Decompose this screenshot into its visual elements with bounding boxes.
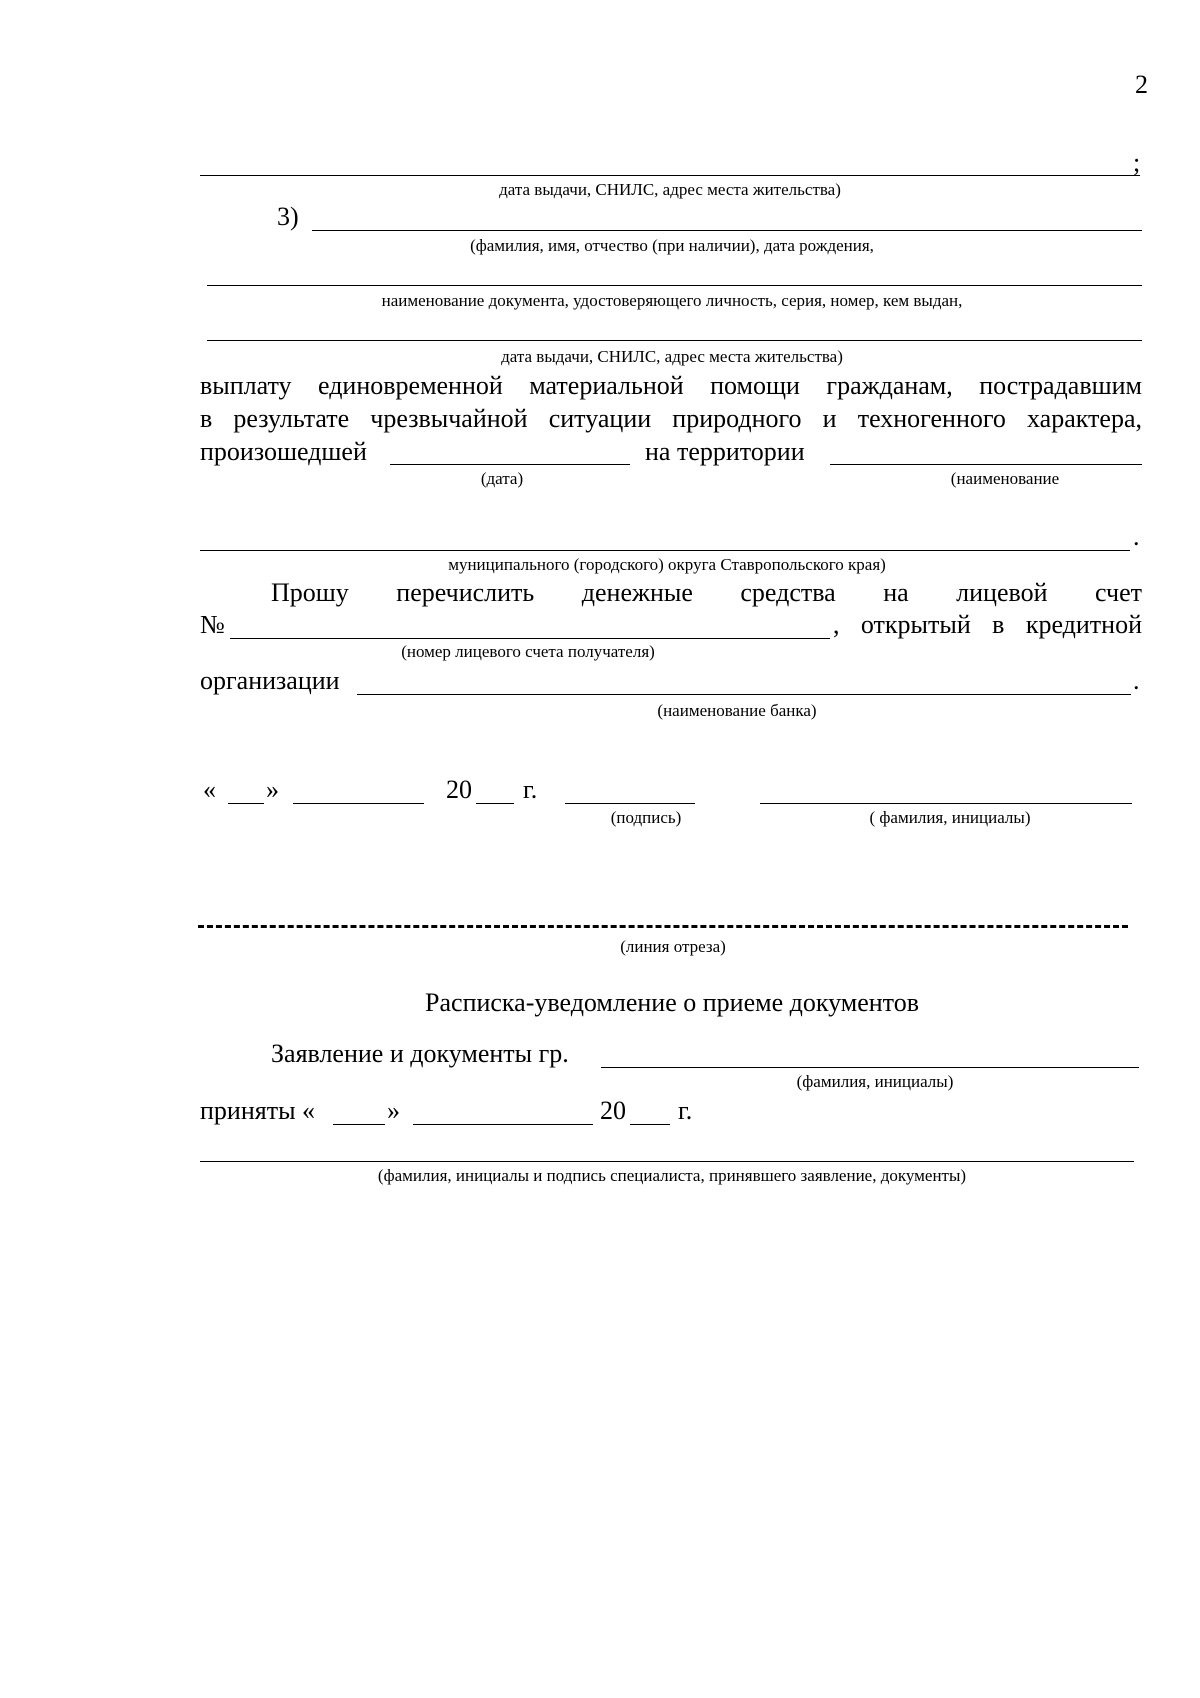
occurred-label: произошедшей xyxy=(200,437,367,466)
statement-label: Заявление и документы гр. xyxy=(271,1039,569,1068)
caption-specialist: (фамилия, инициалы и подпись специалиста, принявшего заявление, документы) xyxy=(377,1166,967,1185)
caption-fio-birthdate: (фамилия, имя, отчество (при наличии), дата рождения, xyxy=(470,236,874,255)
district-line[interactable] xyxy=(200,550,1130,551)
receipt-title: Расписка-уведомление о приеме документов xyxy=(425,988,919,1017)
caption-account-number: (номер лицевого счета получателя) xyxy=(401,642,655,661)
signature-line[interactable] xyxy=(565,803,695,804)
caption-surname-initials: ( фамилия, инициалы) xyxy=(869,808,1031,827)
number-sign: № xyxy=(200,610,225,639)
caption-district: муниципального (городского) округа Ставропольского края) xyxy=(448,555,886,574)
day-line[interactable] xyxy=(228,803,264,804)
district-dot: . xyxy=(1133,522,1140,551)
semicolon: ; xyxy=(1133,148,1141,177)
year-suffix: г. xyxy=(523,775,538,804)
year-prefix: 20 xyxy=(446,775,472,804)
cut-line xyxy=(198,925,1128,928)
id-document-line-3[interactable] xyxy=(207,285,1142,286)
bank-name-line[interactable] xyxy=(357,694,1131,695)
applicant-name-line[interactable] xyxy=(601,1067,1139,1068)
address-line-2[interactable] xyxy=(200,175,1140,176)
receipt-month-line[interactable] xyxy=(413,1124,593,1125)
page-number: 2 xyxy=(1135,70,1148,99)
payment-line-1: выплату единовременной материальной помощи гражданам, пострадавшим xyxy=(200,371,1142,400)
surname-initials-line[interactable] xyxy=(760,803,1132,804)
request-word: средства xyxy=(740,578,836,607)
receipt-quote-close: » xyxy=(387,1096,400,1125)
caption-applicant-name: (фамилия, инициалы) xyxy=(796,1072,954,1091)
request-line xyxy=(271,580,1142,606)
accepted-label: приняты « xyxy=(200,1096,316,1125)
caption-bank-name: (наименование банка) xyxy=(657,701,817,720)
specialist-line[interactable] xyxy=(200,1161,1134,1162)
quote-open: « xyxy=(203,775,216,804)
occurrence-date-line[interactable] xyxy=(390,464,630,465)
receipt-year-prefix: 20 xyxy=(600,1096,626,1125)
organization-label: организации xyxy=(200,666,340,695)
receipt-year-line[interactable] xyxy=(630,1124,670,1125)
payment-line-2: в результате чрезвычайной ситуации природного и техногенного характера, xyxy=(200,404,1142,433)
caption-signature: (подпись) xyxy=(610,808,682,827)
request-word: денежные xyxy=(581,578,693,607)
caption-issue-date-snils-address: дата выдачи, СНИЛС, адрес места жительства) xyxy=(499,180,841,199)
caption-id-document: наименование документа, удостоверяющего личность, серия, номер, кем выдан, xyxy=(381,291,963,310)
request-word: счет xyxy=(1094,578,1142,607)
bank-dot: . xyxy=(1133,666,1140,695)
receipt-year-suffix: г. xyxy=(678,1096,693,1125)
territory-line[interactable] xyxy=(830,464,1142,465)
receipt-day-line[interactable] xyxy=(333,1124,385,1125)
address-line-3[interactable] xyxy=(207,340,1142,341)
item-number-3: 3) xyxy=(277,202,299,231)
request-word: на xyxy=(883,578,909,607)
account-number-line[interactable] xyxy=(230,638,830,639)
caption-issue-date-snils-address-3: дата выдачи, СНИЛС, адрес места жительства) xyxy=(501,347,843,366)
territory-label: на территории xyxy=(645,437,805,466)
request-word: перечислить xyxy=(396,578,535,607)
caption-cut-line: (линия отреза) xyxy=(620,937,726,956)
month-line[interactable] xyxy=(293,803,424,804)
fio-line-3[interactable] xyxy=(312,230,1142,231)
caption-naming: (наименование xyxy=(950,469,1060,488)
opened-text: , открытый в кредитной xyxy=(833,610,1142,639)
quote-close: » xyxy=(266,775,279,804)
request-word: лицевой xyxy=(956,578,1048,607)
year-line[interactable] xyxy=(476,803,514,804)
caption-date: (дата) xyxy=(480,469,524,488)
request-word: Прошу xyxy=(271,578,349,607)
